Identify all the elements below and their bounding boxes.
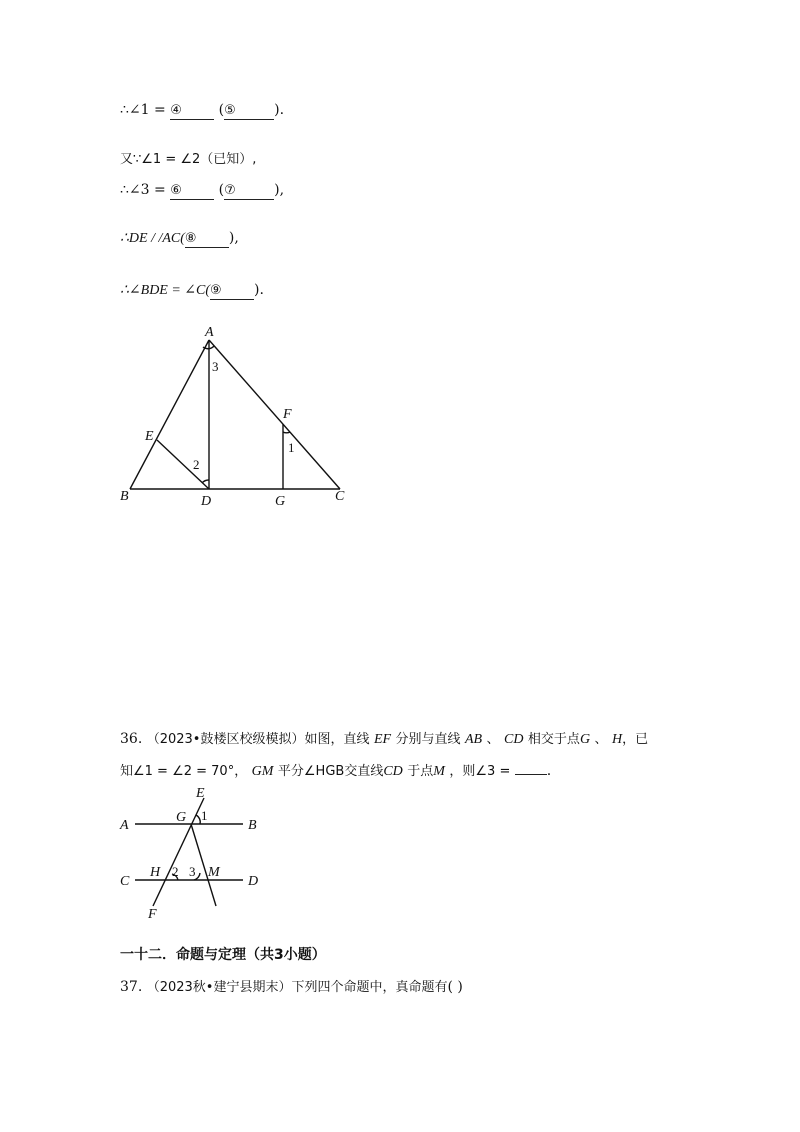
proof-line-3: ∴∠3 = ⑥ (⑦ ), — [120, 182, 285, 198]
segment-ab — [130, 340, 209, 489]
proof-line-4: ∴DE / /AC(⑧ ), — [120, 230, 239, 246]
question-36-number: 36. — [120, 731, 143, 747]
angle-arc-3 — [194, 873, 200, 880]
segment-ac — [209, 340, 340, 489]
proof-line-5: ∴∠BDE = ∠C(⑨ ). — [120, 282, 264, 298]
proof-line-1-prefix: ∴∠1 = — [120, 102, 166, 118]
question-37: 37. （2023秋•建宁县期末）下列四个命题中，真命题有( ) — [120, 979, 463, 995]
label-angle-1: 1 — [288, 440, 295, 455]
label-f: F — [283, 407, 292, 422]
question-37-number: 37. — [120, 979, 143, 995]
label-a: A — [120, 818, 129, 833]
label-c: C — [120, 874, 130, 889]
proof-line-3-prefix: ∴∠3 = — [120, 182, 166, 198]
angle-arc-1 — [196, 815, 200, 824]
label-e: E — [145, 429, 154, 444]
label-d: D — [248, 874, 259, 889]
proof-line-1: ∴∠1 = ④ (⑤ ). — [120, 102, 285, 118]
label-f: F — [148, 907, 157, 922]
question-36-source: （2023•鼓楼区校级模拟） — [146, 732, 305, 747]
label-g: G — [275, 494, 286, 509]
question-37-source: （2023秋•建宁县期末） — [146, 980, 292, 995]
angle-arc-2 — [172, 874, 178, 880]
answer-paren-37[interactable]: ( ) — [447, 979, 463, 995]
line-gm — [191, 824, 216, 906]
answer-blank-9[interactable]: ⑨ — [210, 282, 254, 300]
angle-arc-2 — [202, 480, 209, 483]
answer-blank-5[interactable]: ⑤ — [224, 102, 274, 120]
answer-blank-7[interactable]: ⑦ — [224, 182, 274, 200]
proof-line-2: 又∵∠1 = ∠2（已知）, — [120, 152, 257, 167]
answer-blank-6[interactable]: ⑥ — [170, 182, 214, 200]
proof-line-5-prefix: ∴∠BDE = ∠C( — [120, 283, 211, 298]
label-g: G — [176, 810, 187, 825]
line-ef — [153, 798, 204, 906]
label-angle-2: 2 — [172, 864, 179, 879]
answer-blank-36[interactable] — [515, 774, 547, 775]
angle-arc-1 — [283, 432, 290, 433]
answer-blank-4[interactable]: ④ — [170, 102, 214, 120]
label-c: C — [335, 489, 345, 504]
segment-de — [157, 440, 209, 489]
label-d: D — [201, 494, 212, 509]
label-b: B — [120, 489, 129, 504]
label-angle-3: 3 — [212, 359, 219, 374]
label-e: E — [196, 786, 205, 801]
label-angle-2: 2 — [193, 457, 200, 472]
label-angle-3: 3 — [189, 864, 196, 879]
question-36-line-2: 知∠1 = ∠2 = 70°， GM 平分∠HGB交直线CD 于点M ，则∠3 = . — [120, 763, 552, 779]
label-angle-1: 1 — [201, 808, 208, 823]
proof-line-4-prefix: ∴DE / /AC( — [120, 231, 185, 246]
answer-blank-8[interactable]: ⑧ — [185, 230, 229, 248]
question-36-line-1: 36. （2023•鼓楼区校级模拟）如图，直线 EF 分别与直线 AB 、 CD 相交于点G 、 H，已 — [120, 731, 649, 747]
label-m: M — [208, 865, 220, 880]
angle-arc-3 — [203, 346, 214, 349]
label-a: A — [205, 325, 214, 340]
label-h: H — [150, 865, 161, 880]
label-b: B — [248, 818, 257, 833]
section-title: 一十二．命题与定理（共3小题） — [120, 947, 326, 963]
